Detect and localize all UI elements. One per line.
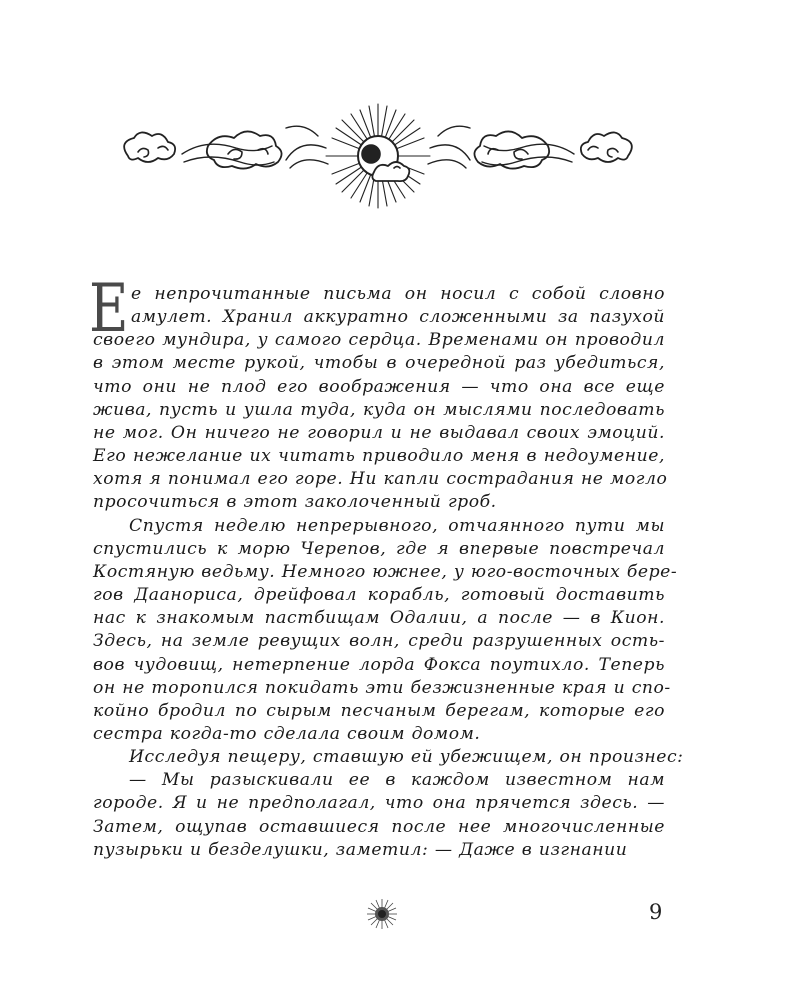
text-line: пузырьки и безделушки, заметил: — Даже в изгнании <box>93 839 628 860</box>
paragraph <box>93 746 684 769</box>
text-line: вов чудовищ, нетерпение лорда Фокса поутихло. Теперь <box>93 654 665 675</box>
text-line: — Мы разыскивали ее в каждом известном нам <box>129 770 665 791</box>
sun-dot-ornament-icon <box>366 898 398 930</box>
text-line: гов Даанориса, дрейфовал корабль, готовый доставить <box>93 585 665 606</box>
text-line: койно бродил по сырым песчаным берегам, которые его <box>93 700 665 721</box>
text-line: Костяную ведьму. Немного южнее, у юго-восточных бере- <box>93 561 678 582</box>
text-line: он не торопился покидать эти безжизненные края и спо- <box>93 677 671 698</box>
text-line: спустились к морю Черепов, где я впервые повстречал <box>93 538 665 559</box>
text-line: нас к знакомым пастбищам Одалии, а после — в Кион. <box>93 608 665 629</box>
text-line: что они не плод его воображения — что она все еще <box>93 376 665 397</box>
text-line: своего мундира, у самого сердца. Временами он проводил <box>93 330 665 351</box>
text-line: в этом месте рукой, чтобы в очередной раз убедиться, <box>93 353 665 374</box>
text-line: Здесь, на земле ревущих волн, среди разрушенных ость- <box>93 631 665 652</box>
page-number: 9 <box>649 900 663 924</box>
paragraph <box>93 283 668 515</box>
text-line: сестра когда-то сделала своим домом. <box>93 723 481 744</box>
text-line: Спустя неделю непрерывного, отчаянного пути мы <box>129 515 665 536</box>
text-line: Затем, ощупав оставшиеся после нее многочисленные <box>93 816 665 837</box>
drop-cap: Е <box>89 270 129 347</box>
sun-and-clouds-ornament-icon <box>108 96 648 216</box>
text-line: городе. Я и не предполагал, что она прячется здесь. — <box>93 793 665 814</box>
text-line: е непрочитанные письма он носил с собой словно <box>131 284 665 304</box>
text-line: хотя я понимал его горе. Ни капли сострадания не могло <box>93 469 668 490</box>
text-line: Его нежелание их читать приводило меня в недоумение, <box>93 446 665 467</box>
text-line: амулет. Хранил аккуратно сложенными за пазухой <box>131 307 665 328</box>
text-line: жива, пусть и ушла туда, куда он мыслями последовать <box>93 399 665 420</box>
text-line: не мог. Он ничего не говорил и не выдавал своих эмоций. <box>93 422 665 443</box>
paragraph <box>93 515 678 747</box>
chapter-text <box>89 270 684 862</box>
text-line: просочиться в этот заколоченный гроб. <box>93 492 497 513</box>
text-line: Исследуя пещеру, ставшую ей убежищем, он произнес: <box>129 747 684 768</box>
paragraph <box>93 769 665 862</box>
